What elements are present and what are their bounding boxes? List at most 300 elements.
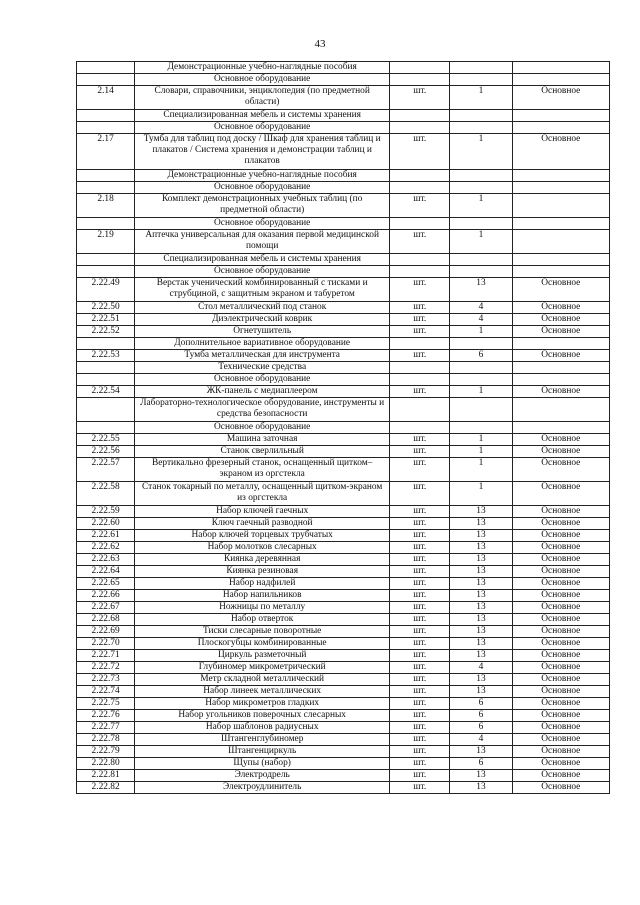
item-quantity: 6	[450, 350, 512, 362]
heading-empty-cell	[390, 374, 450, 386]
section-heading: Основное оборудование	[135, 266, 390, 278]
heading-empty-cell	[450, 74, 512, 86]
item-quantity: 1	[450, 194, 512, 218]
table-row	[77, 698, 610, 710]
item-unit: шт.	[390, 482, 450, 506]
heading-empty-cell	[390, 62, 450, 74]
item-unit: шт.	[390, 194, 450, 218]
item-code: 2.22.75	[77, 698, 135, 710]
item-category: Основное	[512, 710, 609, 722]
section-heading: Основное оборудование	[135, 74, 390, 86]
item-name: Словари, справочники, энциклопедия (по предметной области)	[135, 86, 390, 110]
item-code: 2.22.56	[77, 446, 135, 458]
item-category: Основное	[512, 638, 609, 650]
section-heading-row	[77, 398, 610, 422]
item-name: Набор угольников поверочных слесарных	[135, 710, 390, 722]
item-quantity: 1	[450, 446, 512, 458]
item-category: Основное	[512, 278, 609, 302]
item-name: Тумба металлическая для инструмента	[135, 350, 390, 362]
heading-empty-cell	[512, 218, 609, 230]
item-quantity: 13	[450, 626, 512, 638]
item-category: Основное	[512, 566, 609, 578]
item-name: Набор ключей гаечных	[135, 506, 390, 518]
heading-empty-cell	[512, 170, 609, 182]
table-row	[77, 326, 610, 338]
section-heading-row	[77, 218, 610, 230]
item-category: Основное	[512, 614, 609, 626]
item-quantity: 4	[450, 314, 512, 326]
table-row	[77, 194, 610, 218]
heading-empty-cell	[450, 398, 512, 422]
item-quantity: 13	[450, 686, 512, 698]
item-quantity: 1	[450, 482, 512, 506]
item-quantity: 13	[450, 674, 512, 686]
item-unit: шт.	[390, 578, 450, 590]
table-row	[77, 662, 610, 674]
item-name: Набор надфилей	[135, 578, 390, 590]
item-unit: шт.	[390, 230, 450, 254]
heading-empty-cell	[512, 182, 609, 194]
section-heading-row	[77, 374, 610, 386]
item-category: Основное	[512, 386, 609, 398]
item-category: Основное	[512, 686, 609, 698]
item-quantity: 13	[450, 578, 512, 590]
table-row	[77, 602, 610, 614]
item-quantity: 6	[450, 698, 512, 710]
table-row	[77, 542, 610, 554]
heading-empty-cell	[390, 122, 450, 134]
item-code: 2.18	[77, 194, 135, 218]
item-name: Стол металлический под станок	[135, 302, 390, 314]
item-quantity: 13	[450, 602, 512, 614]
item-quantity: 13	[450, 518, 512, 530]
table-row	[77, 710, 610, 722]
item-code: 2.22.64	[77, 566, 135, 578]
item-category: Основное	[512, 734, 609, 746]
item-code: 2.22.54	[77, 386, 135, 398]
heading-empty-cell	[77, 62, 135, 74]
item-unit: шт.	[390, 638, 450, 650]
table-row	[77, 722, 610, 734]
table-row	[77, 554, 610, 566]
section-heading: Основное оборудование	[135, 422, 390, 434]
item-quantity: 13	[450, 590, 512, 602]
item-unit: шт.	[390, 86, 450, 110]
item-category: Основное	[512, 578, 609, 590]
item-name: Штангенглубиномер	[135, 734, 390, 746]
table-row	[77, 314, 610, 326]
table-row	[77, 434, 610, 446]
table-row	[77, 638, 610, 650]
item-code: 2.22.82	[77, 782, 135, 794]
item-quantity: 4	[450, 662, 512, 674]
heading-empty-cell	[450, 122, 512, 134]
item-unit: шт.	[390, 326, 450, 338]
item-unit: шт.	[390, 650, 450, 662]
heading-empty-cell	[512, 398, 609, 422]
item-category: Основное	[512, 86, 609, 110]
item-unit: шт.	[390, 698, 450, 710]
item-category: Основное	[512, 506, 609, 518]
item-category: Основное	[512, 758, 609, 770]
item-unit: шт.	[390, 758, 450, 770]
heading-empty-cell	[390, 338, 450, 350]
heading-empty-cell	[77, 338, 135, 350]
heading-empty-cell	[450, 266, 512, 278]
item-code: 2.22.74	[77, 686, 135, 698]
heading-empty-cell	[77, 374, 135, 386]
item-code: 2.22.50	[77, 302, 135, 314]
heading-empty-cell	[450, 362, 512, 374]
heading-empty-cell	[77, 266, 135, 278]
item-unit: шт.	[390, 686, 450, 698]
table-row	[77, 482, 610, 506]
section-heading: Лабораторно-технологическое оборудование, инструменты и средства безопасности	[135, 398, 390, 422]
item-unit: шт.	[390, 770, 450, 782]
item-unit: шт.	[390, 746, 450, 758]
item-quantity: 6	[450, 710, 512, 722]
item-code: 2.22.67	[77, 602, 135, 614]
item-category: Основное	[512, 302, 609, 314]
table-row	[77, 230, 610, 254]
item-unit: шт.	[390, 506, 450, 518]
item-quantity: 1	[450, 326, 512, 338]
heading-empty-cell	[390, 422, 450, 434]
item-unit: шт.	[390, 674, 450, 686]
item-name: Набор молотков слесарных	[135, 542, 390, 554]
item-unit: шт.	[390, 566, 450, 578]
section-heading-row	[77, 266, 610, 278]
section-heading-row	[77, 122, 610, 134]
item-quantity: 13	[450, 530, 512, 542]
heading-empty-cell	[390, 254, 450, 266]
item-code: 2.22.55	[77, 434, 135, 446]
item-name: Тиски слесарные поворотные	[135, 626, 390, 638]
heading-empty-cell	[77, 122, 135, 134]
item-unit: шт.	[390, 722, 450, 734]
item-category: Основное	[512, 350, 609, 362]
item-name: Электроудлинитель	[135, 782, 390, 794]
item-unit: шт.	[390, 710, 450, 722]
heading-empty-cell	[77, 362, 135, 374]
item-quantity: 6	[450, 758, 512, 770]
item-category: Основное	[512, 674, 609, 686]
item-unit: шт.	[390, 458, 450, 482]
item-name: Набор напильников	[135, 590, 390, 602]
item-unit: шт.	[390, 614, 450, 626]
heading-empty-cell	[77, 398, 135, 422]
heading-empty-cell	[512, 254, 609, 266]
heading-empty-cell	[512, 362, 609, 374]
item-code: 2.22.49	[77, 278, 135, 302]
item-unit: шт.	[390, 302, 450, 314]
item-name: Станок токарный по металлу, оснащенный щитком-экраном из оргстекла	[135, 482, 390, 506]
item-code: 2.22.71	[77, 650, 135, 662]
section-heading-row	[77, 62, 610, 74]
item-unit: шт.	[390, 734, 450, 746]
item-code: 2.22.77	[77, 722, 135, 734]
item-code: 2.14	[77, 86, 135, 110]
item-name: Штангенциркуль	[135, 746, 390, 758]
item-category: Основное	[512, 626, 609, 638]
table-row	[77, 566, 610, 578]
item-code: 2.22.60	[77, 518, 135, 530]
item-quantity: 13	[450, 614, 512, 626]
heading-empty-cell	[390, 110, 450, 122]
item-name: Вертикально фрезерный станок, оснащенный щитком–экраном из оргстекла	[135, 458, 390, 482]
item-category: Основное	[512, 770, 609, 782]
item-name: Набор микрометров гладких	[135, 698, 390, 710]
table-row	[77, 134, 610, 170]
item-quantity: 13	[450, 638, 512, 650]
item-unit: шт.	[390, 446, 450, 458]
table-row	[77, 746, 610, 758]
heading-empty-cell	[450, 110, 512, 122]
item-unit: шт.	[390, 782, 450, 794]
item-quantity: 13	[450, 542, 512, 554]
table-row	[77, 650, 610, 662]
item-category: Основное	[512, 590, 609, 602]
table-row	[77, 734, 610, 746]
item-name: Аптечка универсальная для оказания первой медицинской помощи	[135, 230, 390, 254]
item-code: 2.22.51	[77, 314, 135, 326]
item-name: Огнетушитель	[135, 326, 390, 338]
item-code: 2.22.79	[77, 746, 135, 758]
item-category: Основное	[512, 434, 609, 446]
item-code: 2.22.61	[77, 530, 135, 542]
heading-empty-cell	[512, 122, 609, 134]
table-row	[77, 386, 610, 398]
section-heading: Демонстрационные учебно-наглядные пособия	[135, 170, 390, 182]
section-heading-row	[77, 74, 610, 86]
heading-empty-cell	[450, 62, 512, 74]
section-heading-row	[77, 254, 610, 266]
item-quantity: 13	[450, 782, 512, 794]
table-row	[77, 86, 610, 110]
item-quantity: 13	[450, 554, 512, 566]
page-number: 43	[314, 38, 326, 50]
item-quantity: 6	[450, 722, 512, 734]
item-category: Основное	[512, 134, 609, 170]
item-code: 2.22.80	[77, 758, 135, 770]
section-heading-row	[77, 338, 610, 350]
item-code: 2.22.62	[77, 542, 135, 554]
item-quantity: 1	[450, 458, 512, 482]
item-code: 2.22.52	[77, 326, 135, 338]
table-row	[77, 530, 610, 542]
heading-empty-cell	[450, 338, 512, 350]
item-unit: шт.	[390, 278, 450, 302]
table-row	[77, 770, 610, 782]
item-name: Набор отверток	[135, 614, 390, 626]
item-name: Киянка резиновая	[135, 566, 390, 578]
heading-empty-cell	[77, 422, 135, 434]
item-quantity: 4	[450, 302, 512, 314]
item-quantity: 13	[450, 770, 512, 782]
item-quantity: 13	[450, 566, 512, 578]
item-code: 2.22.65	[77, 578, 135, 590]
table-row	[77, 518, 610, 530]
item-category: Основное	[512, 650, 609, 662]
item-unit: шт.	[390, 434, 450, 446]
item-unit: шт.	[390, 662, 450, 674]
heading-empty-cell	[512, 110, 609, 122]
item-category: Основное	[512, 782, 609, 794]
section-heading: Основное оборудование	[135, 122, 390, 134]
table-row	[77, 446, 610, 458]
table-row	[77, 350, 610, 362]
item-quantity: 13	[450, 506, 512, 518]
equipment-table	[76, 61, 610, 794]
item-name: Метр складной металлический	[135, 674, 390, 686]
item-category: Основное	[512, 542, 609, 554]
table-row	[77, 506, 610, 518]
item-quantity: 13	[450, 746, 512, 758]
item-name: Набор линеек металлических	[135, 686, 390, 698]
item-unit: шт.	[390, 386, 450, 398]
section-heading: Технические средства	[135, 362, 390, 374]
table-row	[77, 686, 610, 698]
item-category: Основное	[512, 458, 609, 482]
item-category: Основное	[512, 554, 609, 566]
heading-empty-cell	[77, 218, 135, 230]
item-unit: шт.	[390, 530, 450, 542]
heading-empty-cell	[77, 182, 135, 194]
item-name: Глубиномер микрометрический	[135, 662, 390, 674]
item-category	[512, 194, 609, 218]
heading-empty-cell	[390, 218, 450, 230]
table-row	[77, 578, 610, 590]
item-category: Основное	[512, 446, 609, 458]
item-name: Комплект демонстрационных учебных таблиц (по предметной области)	[135, 194, 390, 218]
equipment-table-body	[77, 62, 610, 794]
item-code: 2.22.57	[77, 458, 135, 482]
table-row	[77, 278, 610, 302]
item-category: Основное	[512, 746, 609, 758]
heading-empty-cell	[77, 170, 135, 182]
table-row	[77, 458, 610, 482]
item-quantity: 1	[450, 86, 512, 110]
item-name: Электродрель	[135, 770, 390, 782]
item-name: Набор шаблонов радиусных	[135, 722, 390, 734]
item-code: 2.22.78	[77, 734, 135, 746]
heading-empty-cell	[512, 338, 609, 350]
heading-empty-cell	[450, 422, 512, 434]
section-heading: Специализированная мебель и системы хранения	[135, 110, 390, 122]
item-category: Основное	[512, 662, 609, 674]
item-name: Станок сверлильный	[135, 446, 390, 458]
item-name: Киянка деревянная	[135, 554, 390, 566]
item-name: Циркуль разметочный	[135, 650, 390, 662]
heading-empty-cell	[77, 110, 135, 122]
item-name: Верстак ученический комбинированный с тисками и струбциной, с защитным экраном и табуретом	[135, 278, 390, 302]
heading-empty-cell	[390, 398, 450, 422]
heading-empty-cell	[512, 62, 609, 74]
item-name: Щупы (набор)	[135, 758, 390, 770]
section-heading: Демонстрационные учебно-наглядные пособия	[135, 62, 390, 74]
item-code: 2.22.72	[77, 662, 135, 674]
table-row	[77, 614, 610, 626]
item-quantity: 1	[450, 134, 512, 170]
item-quantity: 13	[450, 650, 512, 662]
heading-empty-cell	[512, 266, 609, 278]
heading-empty-cell	[450, 254, 512, 266]
table-row	[77, 302, 610, 314]
heading-empty-cell	[390, 182, 450, 194]
section-heading-row	[77, 362, 610, 374]
item-quantity: 13	[450, 278, 512, 302]
section-heading: Дополнительное вариативное оборудование	[135, 338, 390, 350]
heading-empty-cell	[77, 254, 135, 266]
item-name: Плоскогубцы комбинированные	[135, 638, 390, 650]
item-unit: шт.	[390, 626, 450, 638]
heading-empty-cell	[390, 74, 450, 86]
heading-empty-cell	[390, 266, 450, 278]
item-quantity: 4	[450, 734, 512, 746]
item-name: Тумба для таблиц под доску / Шкаф для хранения таблиц и плакатов / Система хранения и демонстрации таблиц и плакатов	[135, 134, 390, 170]
item-code: 2.22.63	[77, 554, 135, 566]
item-code: 2.22.53	[77, 350, 135, 362]
item-unit: шт.	[390, 350, 450, 362]
item-category: Основное	[512, 326, 609, 338]
section-heading: Основное оборудование	[135, 218, 390, 230]
heading-empty-cell	[390, 170, 450, 182]
item-code: 2.22.59	[77, 506, 135, 518]
item-quantity: 1	[450, 386, 512, 398]
item-name: Ножницы по металлу	[135, 602, 390, 614]
item-name: Машина заточная	[135, 434, 390, 446]
item-unit: шт.	[390, 518, 450, 530]
section-heading: Основное оборудование	[135, 374, 390, 386]
heading-empty-cell	[512, 74, 609, 86]
table-row	[77, 758, 610, 770]
item-category: Основное	[512, 518, 609, 530]
item-category: Основное	[512, 530, 609, 542]
item-code: 2.22.69	[77, 626, 135, 638]
item-code: 2.22.81	[77, 770, 135, 782]
heading-empty-cell	[450, 182, 512, 194]
section-heading-row	[77, 110, 610, 122]
item-unit: шт.	[390, 314, 450, 326]
item-code: 2.22.58	[77, 482, 135, 506]
heading-empty-cell	[450, 170, 512, 182]
item-code: 2.22.70	[77, 638, 135, 650]
item-code: 2.22.66	[77, 590, 135, 602]
heading-empty-cell	[77, 74, 135, 86]
table-row	[77, 626, 610, 638]
item-category: Основное	[512, 314, 609, 326]
heading-empty-cell	[512, 374, 609, 386]
section-heading-row	[77, 182, 610, 194]
section-heading-row	[77, 170, 610, 182]
heading-empty-cell	[450, 374, 512, 386]
item-quantity: 1	[450, 434, 512, 446]
heading-empty-cell	[390, 362, 450, 374]
item-code: 2.22.68	[77, 614, 135, 626]
item-unit: шт.	[390, 590, 450, 602]
item-category: Основное	[512, 602, 609, 614]
section-heading: Основное оборудование	[135, 182, 390, 194]
item-code: 2.22.73	[77, 674, 135, 686]
item-name: ЖК-панель с медиаплеером	[135, 386, 390, 398]
heading-empty-cell	[512, 422, 609, 434]
item-unit: шт.	[390, 602, 450, 614]
item-name: Ключ гаечный разводной	[135, 518, 390, 530]
section-heading-row	[77, 422, 610, 434]
item-code: 2.22.76	[77, 710, 135, 722]
item-name: Диэлектрический коврик	[135, 314, 390, 326]
item-unit: шт.	[390, 134, 450, 170]
